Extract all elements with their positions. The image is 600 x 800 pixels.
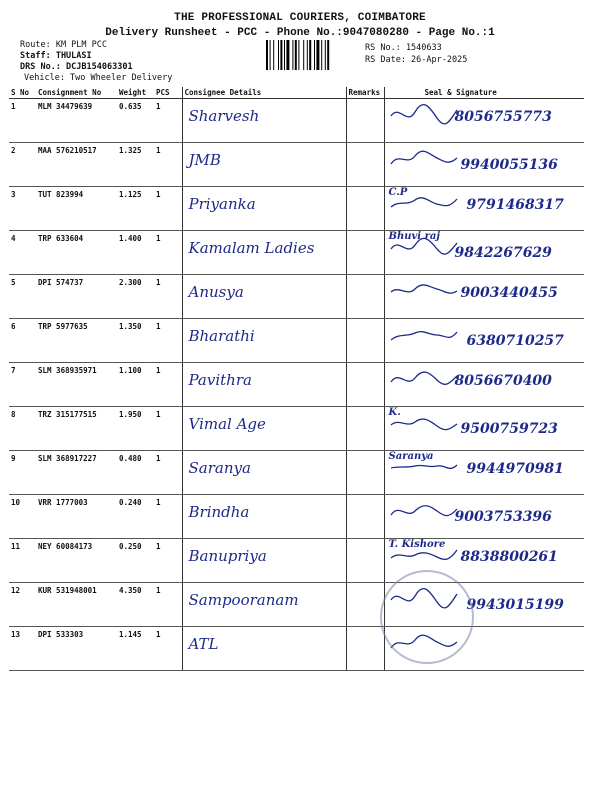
staff-label: Staff: THULASI [20, 51, 92, 61]
consignee-cell [182, 187, 346, 231]
weight-cell: 0.240 [117, 495, 154, 539]
laboratory-stamp [380, 570, 474, 664]
remarks-cell [346, 407, 384, 451]
consignment-cell: MLM 34479639 [36, 99, 117, 143]
consignee-cell [182, 99, 346, 143]
table-row [9, 627, 584, 671]
table-row [9, 363, 584, 407]
pcs-cell: 1 [154, 627, 182, 671]
pcs-cell: 1 [154, 231, 182, 275]
pcs-cell: 1 [154, 583, 182, 627]
rs-number: RS No.: 1540633 [365, 43, 442, 53]
seal-signature-cell [384, 363, 584, 407]
weight-cell: 1.100 [117, 363, 154, 407]
signature-scribble [389, 498, 459, 524]
seal-signature-cell [384, 275, 584, 319]
remarks-cell [346, 583, 384, 627]
pcs-cell: 1 [154, 407, 182, 451]
consignee-cell [182, 275, 346, 319]
remarks-cell [346, 231, 384, 275]
weight-cell: 0.250 [117, 539, 154, 583]
pcs-cell: 1 [154, 275, 182, 319]
consignment-cell: TRZ 315177515 [36, 407, 117, 451]
consignment-cell: NEY 60084173 [36, 539, 117, 583]
pcs-cell: 1 [154, 495, 182, 539]
remarks-cell [346, 99, 384, 143]
consignee-handwritten: Pavithra [188, 371, 252, 389]
consignee-cell [182, 143, 346, 187]
sno-cell: 7 [9, 363, 36, 407]
remarks-cell [346, 363, 384, 407]
weight-cell: 4.350 [117, 583, 154, 627]
remarks-cell [346, 187, 384, 231]
weight-cell: 1.325 [117, 143, 154, 187]
route-label: Route: KM PLM PCC [20, 40, 107, 50]
consignee-handwritten: Saranya [188, 459, 251, 477]
runsheet-title: Delivery Runsheet - PCC - Phone No.:9047080280 - Page No.:1 [105, 27, 495, 39]
consignment-cell: SLM 368935971 [36, 363, 117, 407]
receiver-phone: 8056755773 [454, 109, 552, 125]
pcs-cell: 1 [154, 319, 182, 363]
consignment-cell: SLM 368917227 [36, 451, 117, 495]
vehicle-label: Vehicle: Two Wheeler Delivery [24, 73, 173, 83]
sno-cell: 8 [9, 407, 36, 451]
consignee-cell [182, 231, 346, 275]
consignee-cell [182, 539, 346, 583]
signature-scribble [389, 278, 459, 304]
weight-cell: 0.480 [117, 451, 154, 495]
consignee-handwritten: Banupriya [188, 547, 267, 565]
table-row [9, 187, 584, 231]
consignee-handwritten: Vimal Age [188, 415, 266, 433]
table-row [9, 451, 584, 495]
consignee-handwritten: Sharvesh [188, 107, 260, 125]
col-consignment: Consignment No [36, 87, 117, 99]
col-weight: Weight [117, 87, 154, 99]
receiver-phone: 9791468317 [466, 197, 564, 213]
table-row [9, 583, 584, 627]
sno-cell: 12 [9, 583, 36, 627]
consignee-handwritten: ATL [188, 635, 219, 653]
sno-cell: 11 [9, 539, 36, 583]
sno-cell: 9 [9, 451, 36, 495]
seal-signature-cell [384, 407, 584, 451]
consignment-cell: KUR 531948001 [36, 583, 117, 627]
receiver-name: Bhuvi raj [388, 231, 440, 242]
remarks-cell [346, 539, 384, 583]
signature-scribble [389, 102, 459, 128]
remarks-cell [346, 451, 384, 495]
table-row [9, 539, 584, 583]
receiver-phone: 8838800261 [460, 549, 558, 565]
consignment-cell: TUT 823994 [36, 187, 117, 231]
receiver-phone: 9003753396 [454, 509, 552, 525]
sno-cell: 6 [9, 319, 36, 363]
remarks-cell [346, 627, 384, 671]
table-row [9, 407, 584, 451]
table-row [9, 231, 584, 275]
consignee-cell [182, 319, 346, 363]
consignment-cell: TRP 633604 [36, 231, 117, 275]
consignment-cell: VRR 1777003 [36, 495, 117, 539]
rs-date: RS Date: 26-Apr-2025 [365, 55, 468, 65]
consignment-cell: MAA 576210517 [36, 143, 117, 187]
col-pcs: PCS [154, 87, 182, 99]
company-title: THE PROFESSIONAL COURIERS, COIMBATORE [174, 12, 426, 24]
sno-cell: 5 [9, 275, 36, 319]
consignee-handwritten: Priyanka [188, 195, 256, 213]
remarks-cell [346, 143, 384, 187]
seal-signature-cell [384, 187, 584, 231]
seal-signature-cell [384, 495, 584, 539]
pcs-cell: 1 [154, 451, 182, 495]
consignee-handwritten: Kamalam Ladies [188, 239, 315, 257]
receiver-phone: 9944970981 [466, 461, 564, 477]
consignee-handwritten: Bharathi [188, 327, 255, 345]
weight-cell: 1.400 [117, 231, 154, 275]
seal-signature-cell [384, 99, 584, 143]
sno-cell: 1 [9, 99, 36, 143]
remarks-cell [346, 495, 384, 539]
receiver-phone: 9943015199 [466, 597, 564, 613]
weight-cell: 1.950 [117, 407, 154, 451]
weight-cell: 2.300 [117, 275, 154, 319]
pcs-cell: 1 [154, 539, 182, 583]
sno-cell: 4 [9, 231, 36, 275]
col-sno: S No [9, 87, 36, 99]
consignee-cell [182, 495, 346, 539]
sno-cell: 13 [9, 627, 36, 671]
sno-cell: 10 [9, 495, 36, 539]
receiver-name: C.P [388, 187, 408, 198]
consignee-cell [182, 363, 346, 407]
consignment-cell: TRP 5977635 [36, 319, 117, 363]
weight-cell: 0.635 [117, 99, 154, 143]
receiver-phone: 9842267629 [454, 245, 552, 261]
table-row [9, 495, 584, 539]
table-row [9, 143, 584, 187]
pcs-cell: 1 [154, 99, 182, 143]
signature-scribble [389, 322, 459, 348]
signature-scribble [389, 366, 459, 392]
consignee-handwritten: Brindha [188, 503, 250, 521]
seal-signature-cell [384, 143, 584, 187]
consignee-cell [182, 627, 346, 671]
weight-cell: 1.350 [117, 319, 154, 363]
receiver-name: Saranya [388, 451, 434, 462]
col-seal: Seal & Signature [384, 87, 584, 99]
col-remarks: Remarks [346, 87, 384, 99]
consignee-handwritten: Sampooranam [188, 591, 299, 609]
drs-number: DRS No.: DCJB154063301 [20, 62, 133, 72]
table-row [9, 275, 584, 319]
signature-scribble [389, 146, 459, 172]
runsheet-table [9, 87, 584, 671]
consignment-cell: DPI 533303 [36, 627, 117, 671]
receiver-name: T. Kishore [388, 539, 446, 550]
seal-signature-cell [384, 231, 584, 275]
barcode [266, 40, 354, 70]
table-row [9, 319, 584, 363]
seal-signature-cell [384, 319, 584, 363]
weight-cell: 1.145 [117, 627, 154, 671]
pcs-cell: 1 [154, 187, 182, 231]
consignee-cell [182, 451, 346, 495]
receiver-phone: 9500759723 [460, 421, 558, 437]
receiver-phone: 9940055136 [460, 157, 558, 173]
remarks-cell [346, 319, 384, 363]
seal-signature-cell [384, 451, 584, 495]
sno-cell: 3 [9, 187, 36, 231]
pcs-cell: 1 [154, 143, 182, 187]
consignee-handwritten: JMB [188, 151, 221, 169]
receiver-phone: 8056670400 [454, 373, 552, 389]
receiver-phone: 9003440455 [460, 285, 558, 301]
consignment-cell: DPI 574737 [36, 275, 117, 319]
consignee-cell [182, 407, 346, 451]
sno-cell: 2 [9, 143, 36, 187]
weight-cell: 1.125 [117, 187, 154, 231]
remarks-cell [346, 275, 384, 319]
receiver-name: K. [388, 407, 401, 418]
col-consignee: Consignee Details [182, 87, 346, 99]
consignee-handwritten: Anusya [188, 283, 244, 301]
pcs-cell: 1 [154, 363, 182, 407]
receiver-phone: 6380710257 [466, 333, 564, 349]
consignee-cell [182, 583, 346, 627]
table-row [9, 99, 584, 143]
table-header-row [9, 87, 584, 99]
